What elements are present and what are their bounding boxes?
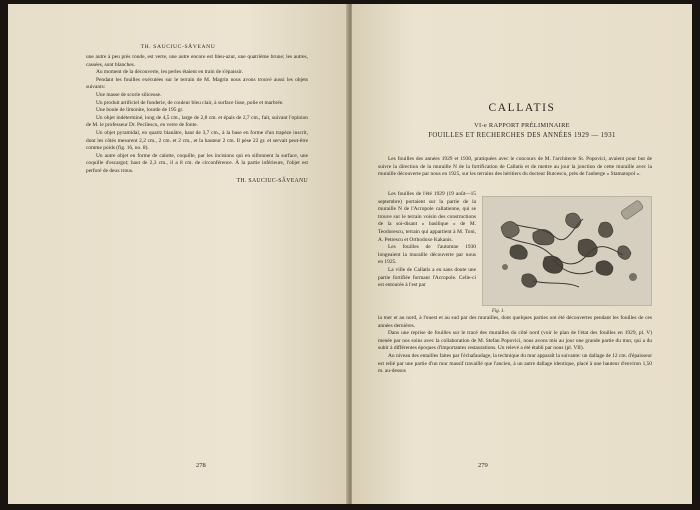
continued-text <box>378 315 652 376</box>
paragraph: Les fouilles de l'automne 1930 longeaient la muraille découverte par nous en 1925. <box>378 244 476 266</box>
article-subtitle-2: FOUILLES ET RECHERCHES DES ANNÉES 1929 — 1931 <box>428 132 616 139</box>
paragraph: Un produit artificiel de fonderie, de couleur bleu clair, à surface lisse, polie et marbrée. <box>96 99 284 106</box>
page-number-right: 279 <box>478 462 488 469</box>
paragraph: Un autre objet en forme de calotte, coquille, par les incisions qui en sillonnent la surface, une coquille d'escargot; haut de 2,3 cm., il a 8 cm. de circonférence. À la partie inférieure, l'objet est perforé de deux trous. <box>86 152 308 174</box>
article-title: CALLATIS <box>488 102 556 114</box>
paragraph: Les fouilles de l'été 1929 (19 août—15 septembre) portaient sur la partie de la muraille N de l'Acropole callatienne, qui se trouve sur le terrain voisin des constructions de la soi-disant « basilique » de M. Teodorescu, terrain qui appartient à M. Toni, A. Petrescu et Orthodoxe Kakanis. <box>378 191 476 243</box>
right-page <box>352 4 692 504</box>
figure-photo <box>482 196 652 306</box>
left-page <box>8 4 348 504</box>
paragraph: Une masse de scorie siliceuse. <box>96 91 162 98</box>
figure-caption: Fig. 1. <box>492 309 505 314</box>
author-signature: TH. SAUCIUC-SĂVEANU <box>236 177 308 184</box>
paragraph: Une boule de limonite, lourde de 195 gr. <box>96 107 184 114</box>
running-head: TH. SAUCIUC-SĂVEANU <box>140 44 216 50</box>
intro-text <box>378 156 652 179</box>
paragraph: Au niveau des entailles faites par l'échafaudage, la technique du mur apparaît la suivante: un dallage de 12 cm. d'épaisseur est relié par une partie d'un mur massif travaillé que l'ancien, à un autre dallage identique, placé à une hauteur d'environ 1,50 m. au-dessus <box>378 352 652 375</box>
left-body-text <box>86 54 308 185</box>
article-subtitle: VI-e RAPPORT PRÉLIMINAIRE <box>474 122 570 129</box>
paragraph: Dans une reprise de fouilles sur le tracé des murailles du côté nord (voir le plan de l'état des fouilles en 1929, pl. V) menée par nos soins avec la collaboration de M. Stefan Popovici, nous avons mis au jour une grande partie du mur, qui a du subir à différentes époques d'importantes restaurations. Un relevé a été établi par nous (pl. VII). <box>378 330 652 352</box>
figure-photo-image <box>483 197 651 305</box>
paragraph: Les fouilles des années 1929 et 1930, pratiquées avec le concours de M. l'architecte St. Popovici, avaient pour but de suivre la direction de la muraille N de la fortification de Callatis et de mettre au jour la jonction de cette muraille avec la muraille découverte par nous en 1925, sur les terrains des héritiers du docteur Butcescu, près de l'auberge « Stamatopol ». <box>378 156 652 178</box>
book-spread <box>8 4 692 504</box>
paragraph: Pendant les fouilles exécutées sur le terrain de M. Magrin nous avons trouvé aussi les objets suivants: <box>86 76 308 91</box>
paragraph: une autre à peu près ronde, est verte, une autre encore est bleu-azur, une quatrième brune; les autres, cassées, sont blanches. <box>86 54 308 68</box>
paragraph: Un objet pyramidal, en quartz blanâtre, haut de 3,7 cm., à la base en forme d'un trapèze inscrit, dont les côtés mesurent 2,2 cm., 2 cm. et 2 cm., et la hauteur 2 cm. Il pèse 22 gr. et servait peut-être comme poids (fig. 16, no. 8). <box>86 129 308 152</box>
paragraph: La ville de Callatis a eu sans doute une partie fortifiée formant l'Acropole. Celle-ci est entourée à l'est par <box>378 266 476 289</box>
column-text <box>378 191 476 290</box>
paragraph: la mer et au nord, à l'ouest et au sud par des murailles, dont quelques parties ont été découvertes pendant les fouilles de ces années dernières. <box>378 315 652 329</box>
paragraph: Un objet indéterminé, long de 4,5 cm., large de 2,8 cm. et épais de 2,7 cm., fait, suivant l'opinion de M. le professeur Dr. Pecilescu, en verre de fonte. <box>86 114 308 129</box>
paragraph: Au moment de la découverte, les perles étaient en train de s'épaissir. <box>96 69 243 76</box>
page-number-left: 278 <box>196 462 206 469</box>
